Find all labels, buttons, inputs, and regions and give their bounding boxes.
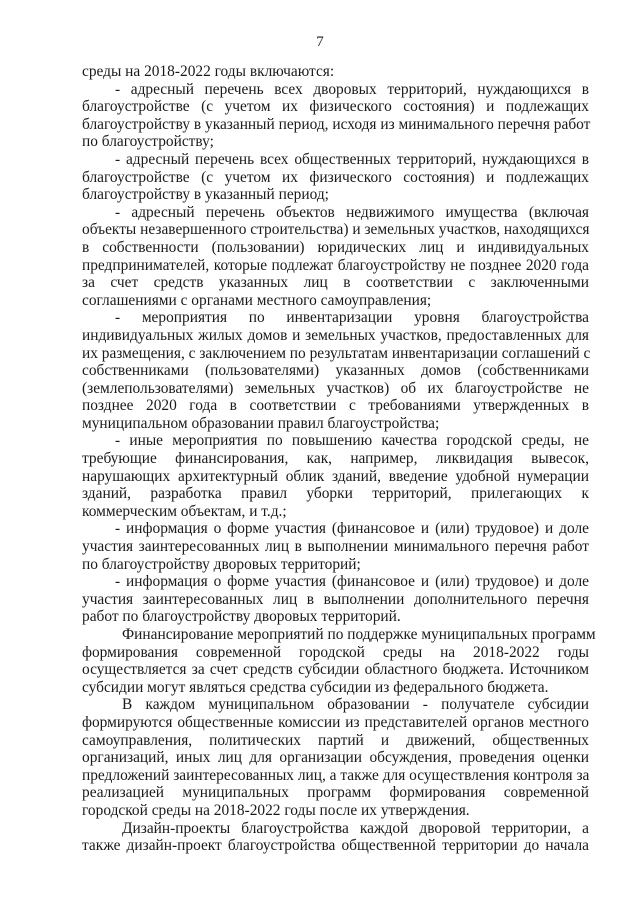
text-line: Финансирование мероприятий по поддержке муниципальных программ	[122, 626, 596, 643]
text-line: - мероприятия по инвентаризации уровня благоустройства	[115, 309, 589, 327]
text-line: по благоустройству;	[82, 133, 214, 151]
text-line: организаций, иных лиц для организации обсуждения, проведения оценки	[82, 749, 589, 767]
text-line: благоустройстве (с учетом их физического состояния) и подлежащих	[82, 168, 589, 186]
text-line: городской среды на 2018-2022 годы после их утверждения.	[82, 801, 470, 819]
text-line: нарушающих архитектурный облик зданий, введение удобной нумерации	[82, 467, 589, 485]
text-line: их размещения, с заключением по результатам инвентаризации соглашений с	[82, 344, 591, 362]
text-line: формируются общественные комиссии из представителей органов местного	[82, 713, 589, 731]
document-body	[82, 63, 596, 855]
text-line: формирования современной городской среды на 2018-2022 годы	[82, 643, 589, 661]
text-line: - информация о форме участия (финансовое и (или) трудовое) и доле	[115, 520, 589, 538]
text-line: - адресный перечень всех дворовых территорий, нуждающихся в	[115, 80, 589, 98]
text-line: объекты незавершенного строительства) и земельных участков, находящихся	[82, 221, 590, 239]
text-line: благоустройству в указанный период;	[82, 186, 329, 204]
text-line: В каждом муниципальном образовании - получателе субсидии	[122, 696, 589, 714]
text-line: - информация о форме участия (финансовое и (или) трудовое) и доле	[115, 573, 589, 591]
text-line: - иные мероприятия по повышению качества городской среды, не	[115, 432, 589, 450]
text-line: позднее 2020 года в соответствии с требованиями утвержденных в	[82, 397, 589, 415]
text-line: благоустройству в указанный период, исходя из минимального перечня работ	[82, 115, 591, 133]
text-line: реализацией муниципальных программ формирования современной	[82, 784, 589, 802]
text-line: работ по благоустройству дворовых территорий.	[82, 608, 401, 626]
text-line: соглашениями с органами местного самоуправления;	[82, 291, 432, 309]
text-line: участия заинтересованных лиц в выполнении дополнительного перечня	[82, 590, 589, 608]
text-line: (землепользователями) земельных участков) об их благоустройстве не	[82, 379, 589, 397]
text-line: самоуправления, политических партий и движений, общественных	[82, 731, 589, 749]
text-line: - адресный перечень всех общественных территорий, нуждающихся в	[115, 150, 589, 168]
text-line: среды на 2018-2022 годы включаются:	[82, 63, 335, 80]
text-line: благоустройстве (с учетом их физического состояния) и подлежащих	[82, 98, 589, 116]
text-line: предложений заинтересованных лиц, а также для осуществления контроля за	[82, 766, 590, 784]
text-line: по благоустройству дворовых территорий;	[82, 555, 361, 573]
text-line: Дизайн-проекты благоустройства каждой дворовой территории, а	[122, 819, 589, 837]
page-number: 7	[316, 34, 324, 50]
text-line: субсидии могут являться средства субсидии из федерального бюджета.	[82, 678, 549, 696]
text-line: за счет средств указанных лиц в соответствии с заключенными	[82, 274, 589, 292]
text-line: собственниками (пользователями) указанных домов (собственниками	[82, 362, 589, 380]
text-line: осуществляется за счет средств субсидии областного бюджета. Источником	[82, 661, 589, 679]
text-line: зданий, разработка правил уборки территорий, прилегающих к	[82, 485, 589, 503]
text-line: требующие финансирования, как, например, ликвидация вывесок,	[82, 450, 589, 468]
text-line: - адресный перечень объектов недвижимого имущества (включая	[115, 203, 589, 221]
text-line: также дизайн-проект благоустройства общественной территории до начала	[82, 837, 589, 855]
text-line: участия заинтересованных лиц в выполнении минимального перечня работ	[82, 538, 589, 556]
text-line: в собственности (пользовании) юридических лиц и индивидуальных	[82, 238, 589, 256]
text-line: предпринимателей, которые подлежат благоустройству не позднее 2020 года	[82, 256, 589, 274]
text-line: коммерческим объектам, и т.д.;	[82, 502, 287, 520]
text-line: индивидуальных жилых домов и земельных участков, предоставленных для	[82, 326, 589, 344]
text-line: муниципальном образовании правил благоустройства;	[82, 414, 440, 432]
